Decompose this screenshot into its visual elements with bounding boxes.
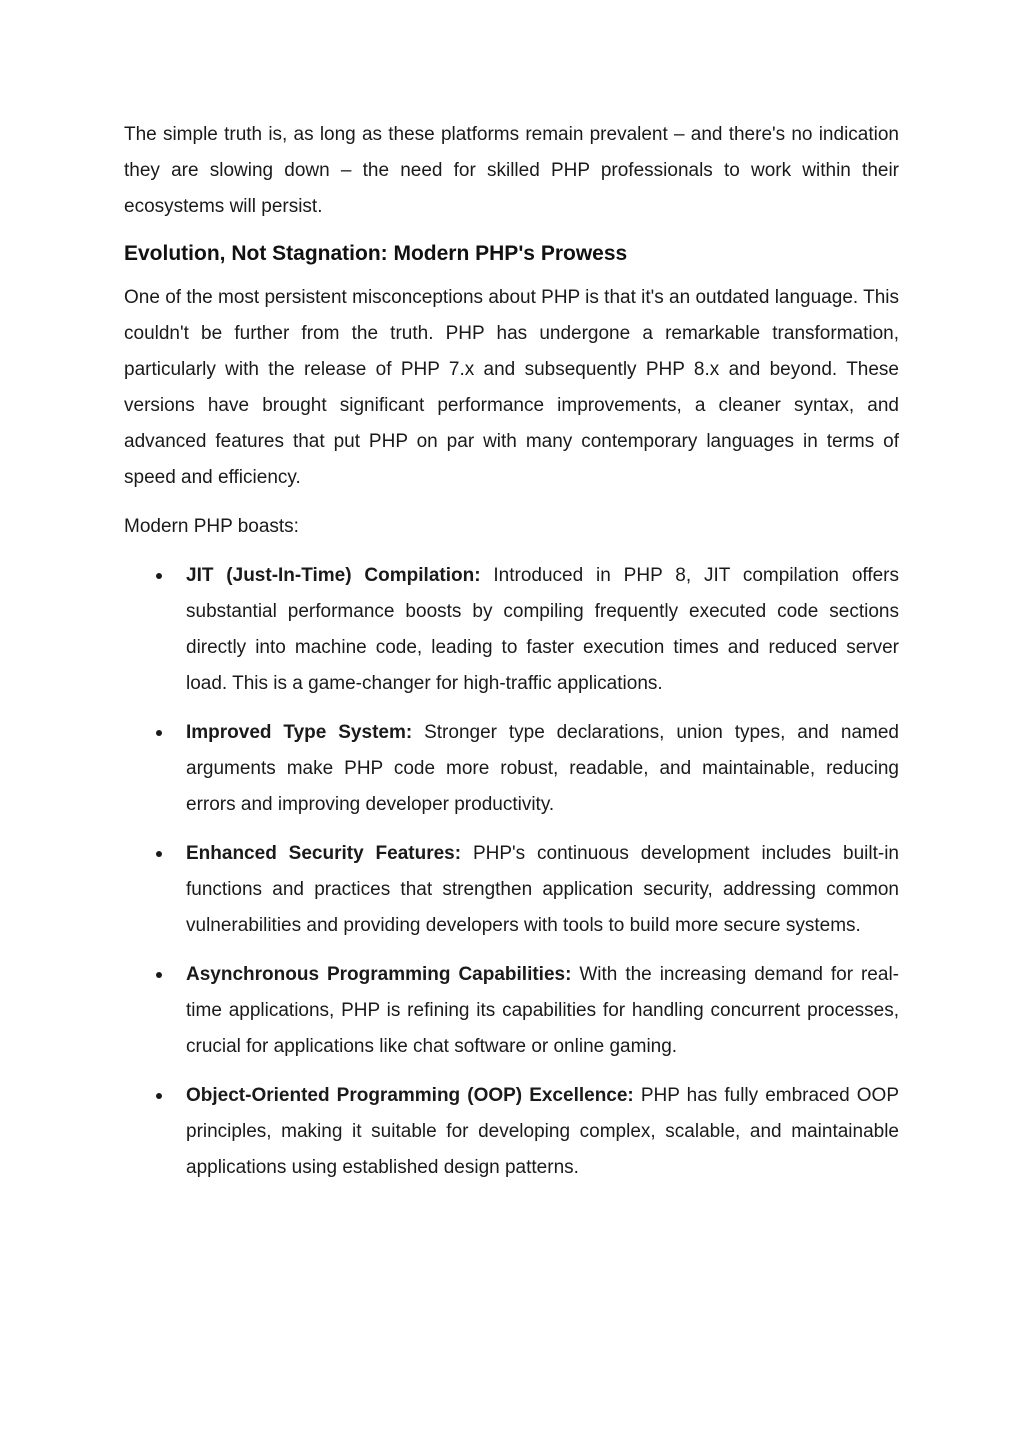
feature-list-item	[124, 836, 899, 944]
feature-title: Asynchronous Programming Capabilities:	[186, 964, 572, 985]
feature-text: Introduced in PHP 8, JIT compilation offers substantial performance boosts by compiling frequently executed code sections directly into machine code, leading to faster execution times and reduced server load. This is a game-changer for high-traffic applications.	[186, 565, 899, 694]
bullet-icon	[156, 573, 162, 579]
feature-text: With the increasing demand for real-time applications, PHP is refining its capabilities for handling concurrent processes, crucial for applications like chat software or online gaming.	[186, 964, 899, 1057]
feature-text: Stronger type declarations, union types, and named arguments make PHP code more robust, readable, and maintainable, reducing errors and improving developer productivity.	[186, 722, 899, 815]
list-lead-paragraph: Modern PHP boasts:	[124, 516, 299, 537]
feature-list	[124, 558, 899, 1186]
bullet-icon	[156, 730, 162, 736]
feature-text: PHP's continuous development includes built-in functions and practices that strengthen application security, addressing common vulnerabilities and providing developers with tools to build more secure systems.	[186, 843, 899, 936]
feature-title: Object-Oriented Programming (OOP) Excellence:	[186, 1085, 634, 1106]
feature-text: PHP has fully embraced OOP principles, making it suitable for developing complex, scalable, and maintainable applications using established design patterns.	[186, 1085, 899, 1178]
bullet-icon	[156, 972, 162, 978]
bullet-icon	[156, 1093, 162, 1099]
body-paragraph: One of the most persistent misconceptions about PHP is that it's an outdated language. This couldn't be further from the truth. PHP has undergone a remarkable transformation, particularly with the release of PHP 7.x and subsequently PHP 8.x and beyond. These versions have brought significant performance improvements, a cleaner syntax, and advanced features that put PHP on par with many contemporary languages in terms of speed and efficiency.	[124, 287, 899, 488]
feature-title: JIT (Just-In-Time) Compilation:	[186, 565, 481, 586]
bullet-icon	[156, 851, 162, 857]
section-heading: Evolution, Not Stagnation: Modern PHP's Prowess	[124, 242, 628, 265]
document-page	[124, 117, 899, 1199]
feature-list-item	[124, 558, 899, 702]
feature-list-item	[124, 957, 899, 1065]
feature-title: Improved Type System:	[186, 722, 413, 743]
feature-list-item	[124, 715, 899, 823]
intro-paragraph: The simple truth is, as long as these platforms remain prevalent – and there's no indication they are slowing down – the need for skilled PHP professionals to work within their ecosystems will persist.	[124, 124, 899, 217]
feature-title: Enhanced Security Features:	[186, 843, 462, 864]
feature-list-item	[124, 1078, 899, 1186]
